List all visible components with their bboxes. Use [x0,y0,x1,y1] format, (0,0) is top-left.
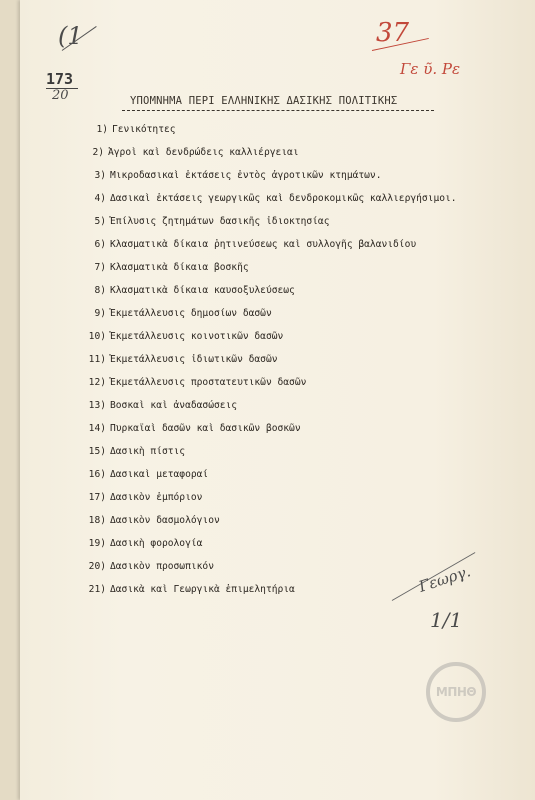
list-item: 9) Ἐκμετάλλευσις δημοσίων δασῶν [94,308,272,319]
list-item: 3) Μικροδασικαὶ ἐκτάσεις ἐντὸς ἀγροτικῶν κτημάτων. [94,170,382,181]
list-item: 8) Κλασματικὰ δίκαια καυσοξυλεύσεως [94,285,295,296]
list-item: 7) Κλασματικὰ δίκαια βοσκῆς [94,262,249,273]
list-item: 2) Ἀγροὶ καὶ δενδρώδεις καλλιέργειαι [92,147,299,158]
file-number-bottom: 20 [52,88,69,103]
title-underline [122,110,434,111]
corner-handwritten-mark: (1 [58,22,83,50]
pencil-handwritten-word: Γεωργ. [416,562,473,596]
list-item: 1) Γενικότητες [96,124,176,135]
list-item: 12) Ἐκμετάλλευσις προστατευτικῶν δασῶν [88,377,307,388]
list-item: 16) Δασικαὶ μεταφοραί [88,469,209,480]
red-handwritten-note: Γε ῦ. Ρε [400,60,461,78]
list-item: 14) Πυρκαϊαὶ δασῶν καὶ δασικῶν βοσκῶν [88,423,301,434]
list-item: 17) Δασικὸν ἐμπόριον [88,492,203,503]
document-title: ΥΠΟΜΝΗΜΑ ΠΕΡΙ ΕΛΛΗΝΙΚΗΣ ΔΑΣΙΚΗΣ ΠΟΛΙΤΙΚΗΣ [130,95,398,107]
list-item: 11) Ἐκμετάλλευσις ἰδιωτικῶν δασῶν [88,354,278,365]
archive-seal-stamp: ΜΠΗΘ [426,662,486,722]
file-number-top: 173 [46,70,74,88]
list-item: 20) Δασικὸν προσωπικόν [88,561,214,572]
list-item: 15) Δασικὴ πίστις [88,446,186,457]
list-item: 5) Ἐπίλυσις ζητημάτων δασικῆς ἰδιοκτησίας [94,216,330,227]
list-item: 4) Δασικαὶ ἐκτάσεις γεωργικῶς καὶ δενδροκομικῶς καλλιεργήσιμοι. [94,193,457,204]
list-item: 10) Ἐκμετάλλευσις κοινοτικῶν δασῶν [88,331,284,342]
list-item: 13) Βοσκαὶ καὶ ἀναδασώσεις [88,400,238,411]
list-item: 19) Δασικὴ φορολογία [88,538,203,549]
red-handwritten-number: 37 [376,18,410,48]
pencil-handwritten-fraction: 1/1 [430,608,463,632]
list-item: 6) Κλασματικὰ δίκαια ῥητινεύσεως καὶ συλλογῆς βαλανιδίου [94,239,417,250]
list-item: 21) Δασικὰ καὶ Γεωργικὰ ἐπιμελητήρια [88,584,295,595]
list-item: 18) Δασικὸν δασμολόγιον [88,515,220,526]
